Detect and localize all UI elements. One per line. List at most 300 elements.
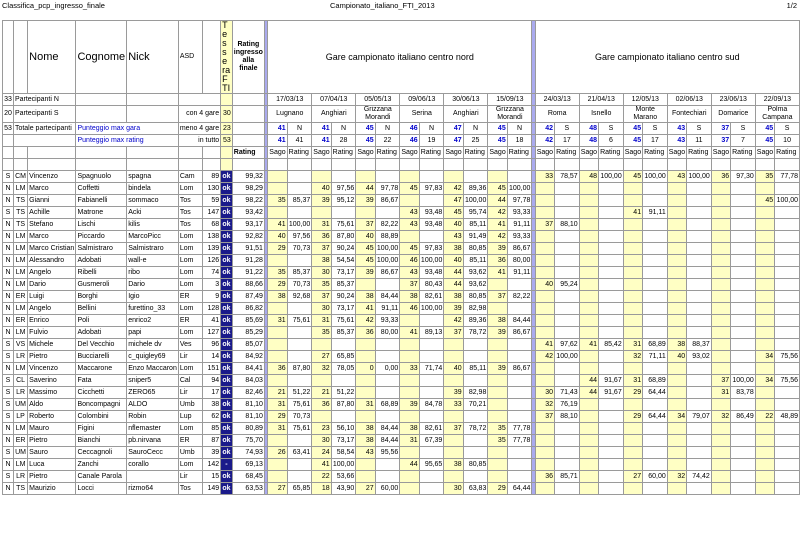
race-rating [419,387,444,399]
card-number: 126 [203,255,221,267]
race-rating [643,327,668,339]
race-score [711,399,730,411]
nickname: kilis [127,219,179,231]
race-score: 45 [444,207,463,219]
race-score: 36 [535,471,554,483]
player-row[interactable] [3,363,800,375]
race-type: N [419,123,444,135]
race-score [755,207,774,219]
nickname: Robin [127,411,179,423]
race-rating: 80,00 [375,327,400,339]
card-number: 87 [203,435,221,447]
status-badge: ok [221,219,233,231]
race-rating [555,423,580,435]
race-score: 40 [356,231,375,243]
race-rating [287,303,312,315]
race-rating: 85,11 [463,363,488,375]
race-score [667,303,686,315]
race-score [755,483,774,495]
race-rating [555,255,580,267]
zone: N [3,459,14,471]
player-row[interactable] [3,183,800,195]
race-rating [463,471,488,483]
race-score: 44 [356,183,375,195]
race-date: 15/09/13 [488,94,532,106]
category: TS [13,483,27,495]
race-place: Monte Marano [623,106,667,123]
race-rating [731,195,756,207]
nickname: enrico2 [127,315,179,327]
status-badge: ok [221,171,233,183]
race-score [535,483,554,495]
status-badge: ok [221,243,233,255]
race-rating [643,195,668,207]
status-badge: ok [221,231,233,243]
race-rating [731,399,756,411]
race-score [623,447,642,459]
category: LP [13,411,27,423]
race-rating [331,411,356,423]
race-rating: 79,07 [687,411,712,423]
race-score [755,423,774,435]
race-rating [687,363,712,375]
race-rating [599,231,624,243]
race-score [623,327,642,339]
link-punteggio-rating[interactable]: Punteggio max rating [76,135,178,147]
race-rating: 88,10 [555,411,580,423]
summary-value [221,94,233,106]
first-name: Michele [28,339,76,351]
race-score [711,207,730,219]
nickname: nflemaster [127,423,179,435]
first-name: Vincenzo [28,363,76,375]
race-score [444,339,463,351]
race-score [579,231,598,243]
race-score: 29 [623,387,642,399]
race-rating: 48,89 [775,411,800,423]
card-number: 14 [203,351,221,363]
race-code: 45 [623,135,642,147]
race-score [268,375,287,387]
race-score: 41 [535,339,554,351]
first-name: Gianni [28,195,76,207]
sago-label: Sago [488,147,507,159]
race-score: 32 [623,351,642,363]
col-asd: ASD [178,21,202,94]
race-rating [643,315,668,327]
race-place: Fontechiari [667,106,711,123]
race-rating [375,459,400,471]
final-rating: 80,89 [232,423,264,435]
race-score: 35 [268,267,287,279]
nickname: furettino_33 [127,303,179,315]
race-rating [287,327,312,339]
race-rating: 84,44 [375,423,400,435]
race-score [579,207,598,219]
player-row[interactable] [3,339,800,351]
nickname: Enzo Maccaron [127,363,179,375]
race-rating: 70,73 [287,411,312,423]
race-score [535,447,554,459]
race-rating [731,351,756,363]
race-score [400,375,419,387]
category: LM [13,459,27,471]
final-rating: 81,10 [232,411,264,423]
race-score [755,279,774,291]
race-score [400,195,419,207]
club: ER [178,291,202,303]
race-rating: 80,00 [507,255,532,267]
race-score [623,435,642,447]
race-rating: 75,61 [287,399,312,411]
race-rating: 95,65 [419,459,444,471]
player-row[interactable] [3,195,800,207]
player-row[interactable] [3,315,800,327]
nickname: spagna [127,171,179,183]
race-rating [419,339,444,351]
summary-count [3,135,14,147]
status-badge: ok [221,255,233,267]
race-rating [599,315,624,327]
race-rating [775,363,800,375]
link-punteggio-gara[interactable]: Punteggio max gara [76,123,178,135]
player-row[interactable] [3,327,800,339]
race-rating: 91,11 [507,267,532,279]
race-rating [507,459,532,471]
race-rating [687,243,712,255]
category: LR [13,471,27,483]
race-rating [775,423,800,435]
first-name: Marco [28,183,76,195]
category: LM [13,327,27,339]
nickname: michele dv [127,339,179,351]
race-score: 31 [623,339,642,351]
race-rating [555,267,580,279]
status-badge: ok [221,363,233,375]
race-score: 38 [356,435,375,447]
race-score: 27 [312,351,331,363]
race-place: Roma [535,106,579,123]
status-badge: - [221,459,233,471]
race-rating [775,255,800,267]
race-score: 44 [579,375,598,387]
status-badge: ok [221,483,233,495]
race-place: Grizzana Morandi [356,106,400,123]
race-score: 29 [268,243,287,255]
last-name: Bucciarelli [76,351,127,363]
category: LM [13,231,27,243]
race-score: 47 [444,195,463,207]
last-name: Matrone [76,207,127,219]
race-rating [643,483,668,495]
race-rating: 83,78 [731,387,756,399]
player-row[interactable] [3,351,800,363]
race-rating [287,255,312,267]
card-number: 41 [203,315,221,327]
player-row[interactable] [3,459,800,471]
race-rating [463,411,488,423]
race-code: 43 [667,135,686,147]
race-score: 45 [755,195,774,207]
race-rating: 93,48 [419,219,444,231]
race-type: S [775,123,800,135]
zone: N [3,243,14,255]
player-row[interactable] [3,267,800,279]
race-type: N [507,123,532,135]
player-row[interactable] [3,243,800,255]
race-score [623,459,642,471]
race-score: 43 [667,171,686,183]
player-row[interactable] [3,435,800,447]
race-score: 38 [400,423,419,435]
last-name: Zanchi [76,459,127,471]
race-score: 30 [312,435,331,447]
race-score [488,351,507,363]
race-score [268,171,287,183]
nickname: bindela [127,183,179,195]
race-rating [775,339,800,351]
club: Tos [178,483,202,495]
race-score [535,375,554,387]
race-score: 35 [488,435,507,447]
race-rating [555,315,580,327]
nickname: ZERO65 [127,387,179,399]
status-badge: ok [221,195,233,207]
race-score: 43 [444,231,463,243]
race-score: 35 [312,327,331,339]
race-score [356,471,375,483]
race-count: 22 [375,135,400,147]
card-number: 139 [203,243,221,255]
race-rating [775,399,800,411]
race-score: 42 [356,315,375,327]
race-score: 45 [400,183,419,195]
category: UM [13,447,27,459]
race-score [535,363,554,375]
race-score [268,339,287,351]
race-score: 30 [312,303,331,315]
player-row[interactable] [3,255,800,267]
race-score [667,207,686,219]
player-row[interactable] [3,207,800,219]
card-number: 149 [203,483,221,495]
race-rating: 97,83 [419,243,444,255]
race-type: N [463,123,488,135]
race-score: 40 [444,219,463,231]
card-number: 17 [203,387,221,399]
card-number: 151 [203,363,221,375]
race-rating: 90,24 [331,291,356,303]
race-rating: 85,37 [331,279,356,291]
race-rating: 100,00 [643,171,668,183]
race-rating [463,375,488,387]
club: Lom [178,183,202,195]
race-rating [555,483,580,495]
nickname [127,471,179,483]
player-row[interactable] [3,471,800,483]
race-score: 42 [444,315,463,327]
race-score: 40 [444,255,463,267]
race-score: 39 [356,267,375,279]
nickname: c_quigley69 [127,351,179,363]
race-rating [507,411,532,423]
final-rating: 93,17 [232,219,264,231]
race-score: 38 [444,291,463,303]
summary-count: 20 [3,106,14,123]
race-rating [599,291,624,303]
first-name: Dario [28,279,76,291]
race-rating [507,399,532,411]
category: TS [13,207,27,219]
race-score [579,327,598,339]
final-rating: 88,66 [232,279,264,291]
player-row[interactable] [3,411,800,423]
race-rating [731,231,756,243]
race-score [623,243,642,255]
sago-label: Sago [400,147,419,159]
race-rating: 97,78 [507,195,532,207]
race-rating: 54,54 [331,255,356,267]
player-row[interactable] [3,483,800,495]
race-score: 27 [356,483,375,495]
race-rating: 93,33 [507,231,532,243]
card-number: 3 [203,279,221,291]
race-score [623,291,642,303]
race-code: 45 [356,135,375,147]
summary-extra [178,94,220,106]
race-rating [731,219,756,231]
race-score: 45 [488,183,507,195]
nickname: MarcoPicc [127,231,179,243]
player-row[interactable] [3,231,800,243]
race-score: 31 [268,423,287,435]
rating-sub-label: Rating [507,147,532,159]
player-row[interactable] [3,279,800,291]
race-rating [507,351,532,363]
race-code: 42 [535,135,554,147]
race-code: 37 [711,123,730,135]
race-score [623,267,642,279]
sud-section-title: Gare campionato italiano centro sud [535,21,799,94]
race-rating [687,423,712,435]
race-score [444,411,463,423]
race-code: 48 [579,135,598,147]
race-rating: 43,90 [331,483,356,495]
race-code: 48 [579,123,598,135]
club: Lom [178,423,202,435]
race-score: 37 [711,375,730,387]
race-score: 37 [535,219,554,231]
race-rating [507,339,532,351]
race-rating [643,219,668,231]
race-rating: 86,67 [507,243,532,255]
race-score [667,387,686,399]
race-score: 35 [312,279,331,291]
race-score [535,315,554,327]
race-score: 41 [623,207,642,219]
player-row[interactable] [3,399,800,411]
race-score [755,219,774,231]
ranking-table [2,20,800,495]
race-rating [287,351,312,363]
race-rating [555,447,580,459]
race-rating [775,303,800,315]
race-rating [599,327,624,339]
race-rating: 86,67 [507,363,532,375]
race-rating [687,483,712,495]
race-score: 21 [268,387,287,399]
race-type: N [375,123,400,135]
race-rating: 92,68 [287,291,312,303]
race-score: 42 [444,183,463,195]
player-row[interactable] [3,219,800,231]
race-rating: 78,57 [555,171,580,183]
race-rating: 88,37 [687,339,712,351]
race-rating: 100,00 [419,255,444,267]
race-rating [463,171,488,183]
race-rating: 91,11 [643,207,668,219]
race-score [312,171,331,183]
race-score: 33 [444,399,463,411]
rating-sub-label: Rating [643,147,668,159]
player-row[interactable] [3,387,800,399]
race-score [623,483,642,495]
final-rating: 69,13 [232,459,264,471]
race-type: N [331,123,356,135]
race-rating: 68,89 [643,375,668,387]
race-score [711,255,730,267]
race-score: 31 [623,375,642,387]
race-code: 45 [623,123,642,135]
race-score [667,399,686,411]
race-rating: 88,10 [555,219,580,231]
race-rating [599,483,624,495]
race-score: 40 [444,363,463,375]
player-row[interactable] [3,447,800,459]
player-row[interactable] [3,423,800,435]
race-rating: 91,11 [375,303,400,315]
race-rating: 91,49 [463,231,488,243]
race-rating [775,315,800,327]
status-badge: ok [221,327,233,339]
summary-value: 23 [221,123,233,135]
sago-label: Sago [711,147,730,159]
player-row[interactable] [3,291,800,303]
player-row[interactable] [3,171,800,183]
player-row[interactable] [3,375,800,387]
race-code: 42 [535,123,554,135]
race-rating [375,351,400,363]
race-score [535,195,554,207]
race-rating [507,375,532,387]
race-score [268,207,287,219]
player-row[interactable] [3,303,800,315]
race-score [356,411,375,423]
card-number: 130 [203,183,221,195]
zone: S [3,411,14,423]
race-rating [687,387,712,399]
card-number: 39 [203,447,221,459]
status-badge: ok [221,471,233,483]
race-rating: 75,56 [775,375,800,387]
race-code: 46 [400,123,419,135]
nickname: papi [127,327,179,339]
status-badge: ok [221,279,233,291]
race-rating: 89,36 [463,183,488,195]
race-rating [555,291,580,303]
final-rating: 98,22 [232,195,264,207]
race-rating [599,279,624,291]
